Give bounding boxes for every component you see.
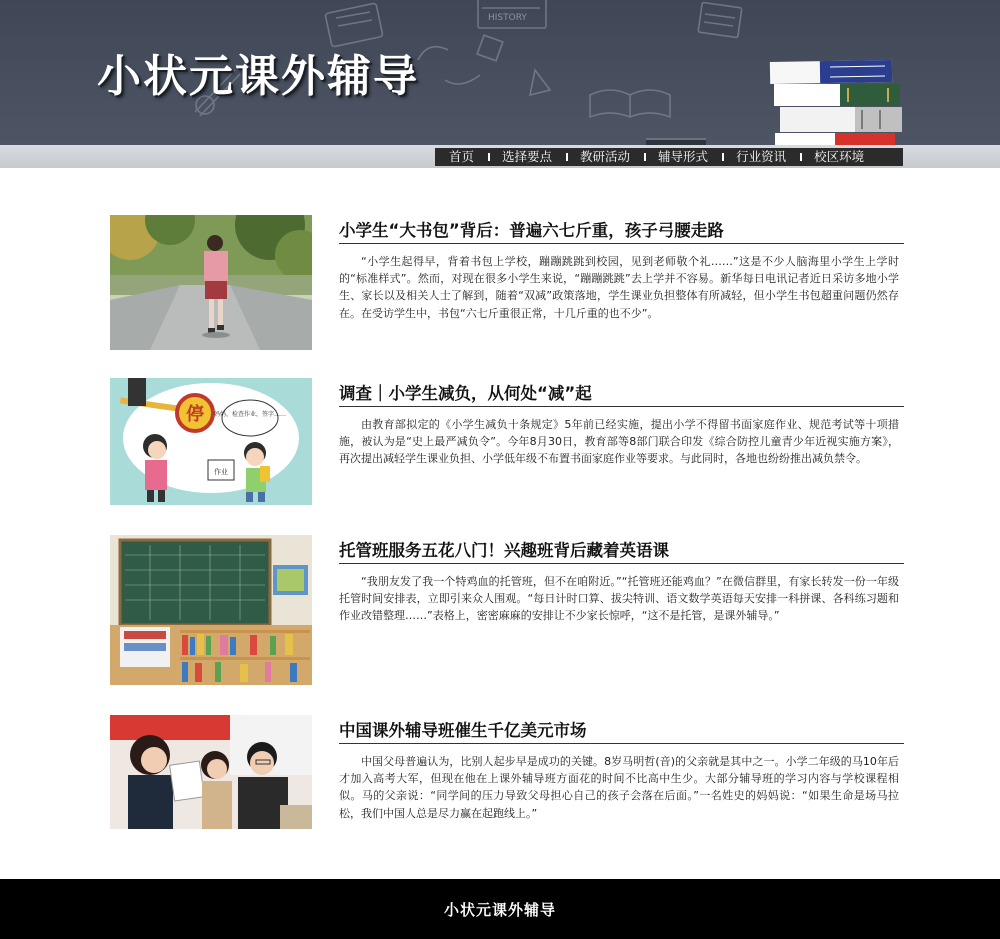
tutoring-class-photo <box>110 715 312 829</box>
article-thumbnail[interactable] <box>110 378 312 513</box>
classroom-blackboard-photo <box>110 535 312 685</box>
article-item <box>110 215 904 350</box>
stop-sign-text: 停 <box>186 404 204 425</box>
girl-with-backpack-photo <box>110 215 312 350</box>
nav-item-selection[interactable]: 选择要点 <box>488 148 566 166</box>
nav-item-campus[interactable]: 校区环境 <box>800 148 878 166</box>
article-thumbnail[interactable] <box>110 215 312 350</box>
article-item <box>110 715 904 850</box>
article-title[interactable]: 中国课外辅导班催生千亿美元市场 <box>339 721 587 740</box>
article-item <box>110 535 904 670</box>
homework-sheet-text: 作业 <box>214 468 228 476</box>
title-divider <box>339 406 904 407</box>
nav-item-home[interactable]: 首页 <box>449 149 475 164</box>
title-divider <box>339 243 904 244</box>
article-summary: “小学生起得早，背着书包上学校，蹦蹦跳跳到校园，见到老师敬个礼……”这是不少人脑海里小学生上学时的“标准样式”。然而，对现在很多小学生来说，“蹦蹦跳跳”去上学并不容易。新华每日电讯记者近日采访多地小学生、家长以及相关人士了解到，随着“双减”政策落地，学生课业负担整体有所减轻，但小学生书包超重问题仍然存在。在受访学生中，书包“六七斤重很正常，十几斤重的也不少”。 <box>339 255 899 320</box>
nav-item-teaching[interactable]: 教研活动 <box>566 148 644 166</box>
article-title[interactable]: 托管班服务五花八门！兴趣班背后藏着英语课 <box>339 541 669 560</box>
header-banner <box>0 0 1000 145</box>
book-stack-illustration <box>640 55 920 145</box>
history-label: HISTORY <box>488 13 527 23</box>
article-thumbnail[interactable] <box>110 535 312 685</box>
site-title: 小状元课外辅导 <box>97 51 419 102</box>
title-divider <box>339 743 904 744</box>
nav-item-tutoring-form[interactable]: 辅导形式 <box>644 148 722 166</box>
site-header <box>0 0 1000 168</box>
article-title[interactable]: 调查｜小学生减负，从何处“减”起 <box>339 384 592 403</box>
site-footer <box>0 879 1000 939</box>
article-summary: 中国父母普遍认为，比别人起步早是成功的关键。8岁马明哲(音)的父亲就是其中之一。小学二年级的马10年后才加入高考大军，但现在他在上课外辅导班方面花的时间不比高中生少。大部分辅导班的学习内容与学校课程相似。马的父亲说：“同学间的压力导致父母担心自己的孩子会落在后面。”一名姓史的妈妈说：“如果生命是场马拉松，我们中国人总是尽力赢在起跑线上。” <box>339 755 899 820</box>
article-title[interactable]: 小学生“大书包”背后：普遍六七斤重，孩子弓腰走路 <box>339 221 724 240</box>
article-item <box>110 378 904 513</box>
stop-homework-cartoon <box>110 378 312 505</box>
article-summary: 由教育部拟定的《小学生减负十条规定》5年前已经实施，提出小学不得留书面家庭作业、规范考试等十项措施，被认为是“史上最严减负令”。今年8月30日，教育部等8部门联合印发《综合防控儿童青少年近视实施方案》，再次提出减轻学生课业负担、小学低年级不布置书面家庭作业等要求。与此同时，各地也纷纷推出减负禁令。 <box>339 418 899 466</box>
article-thumbnail[interactable] <box>110 715 312 829</box>
speech-bubble-text: 妈妈，检查作业，签字…… <box>213 411 287 418</box>
footer-text: 小状元课外辅导 <box>443 900 556 919</box>
main-nav <box>435 148 903 166</box>
article-summary: “我朋友发了我一个特鸡血的托管班，但不在咱附近。”“托管班还能鸡血？”在微信群里，有家长转发一份一年级托管时间安排表，立即引来众人围观。“每日计时口算、拔尖特训、语文数学英语每天安排一科拼课、各科练习题和作业改错整理……”表格上，密密麻麻的安排让不少家长惊呼，“这不是托管，是课外辅导。” <box>339 575 899 623</box>
nav-item-news[interactable]: 行业资讯 <box>722 148 800 166</box>
title-divider <box>339 563 904 564</box>
